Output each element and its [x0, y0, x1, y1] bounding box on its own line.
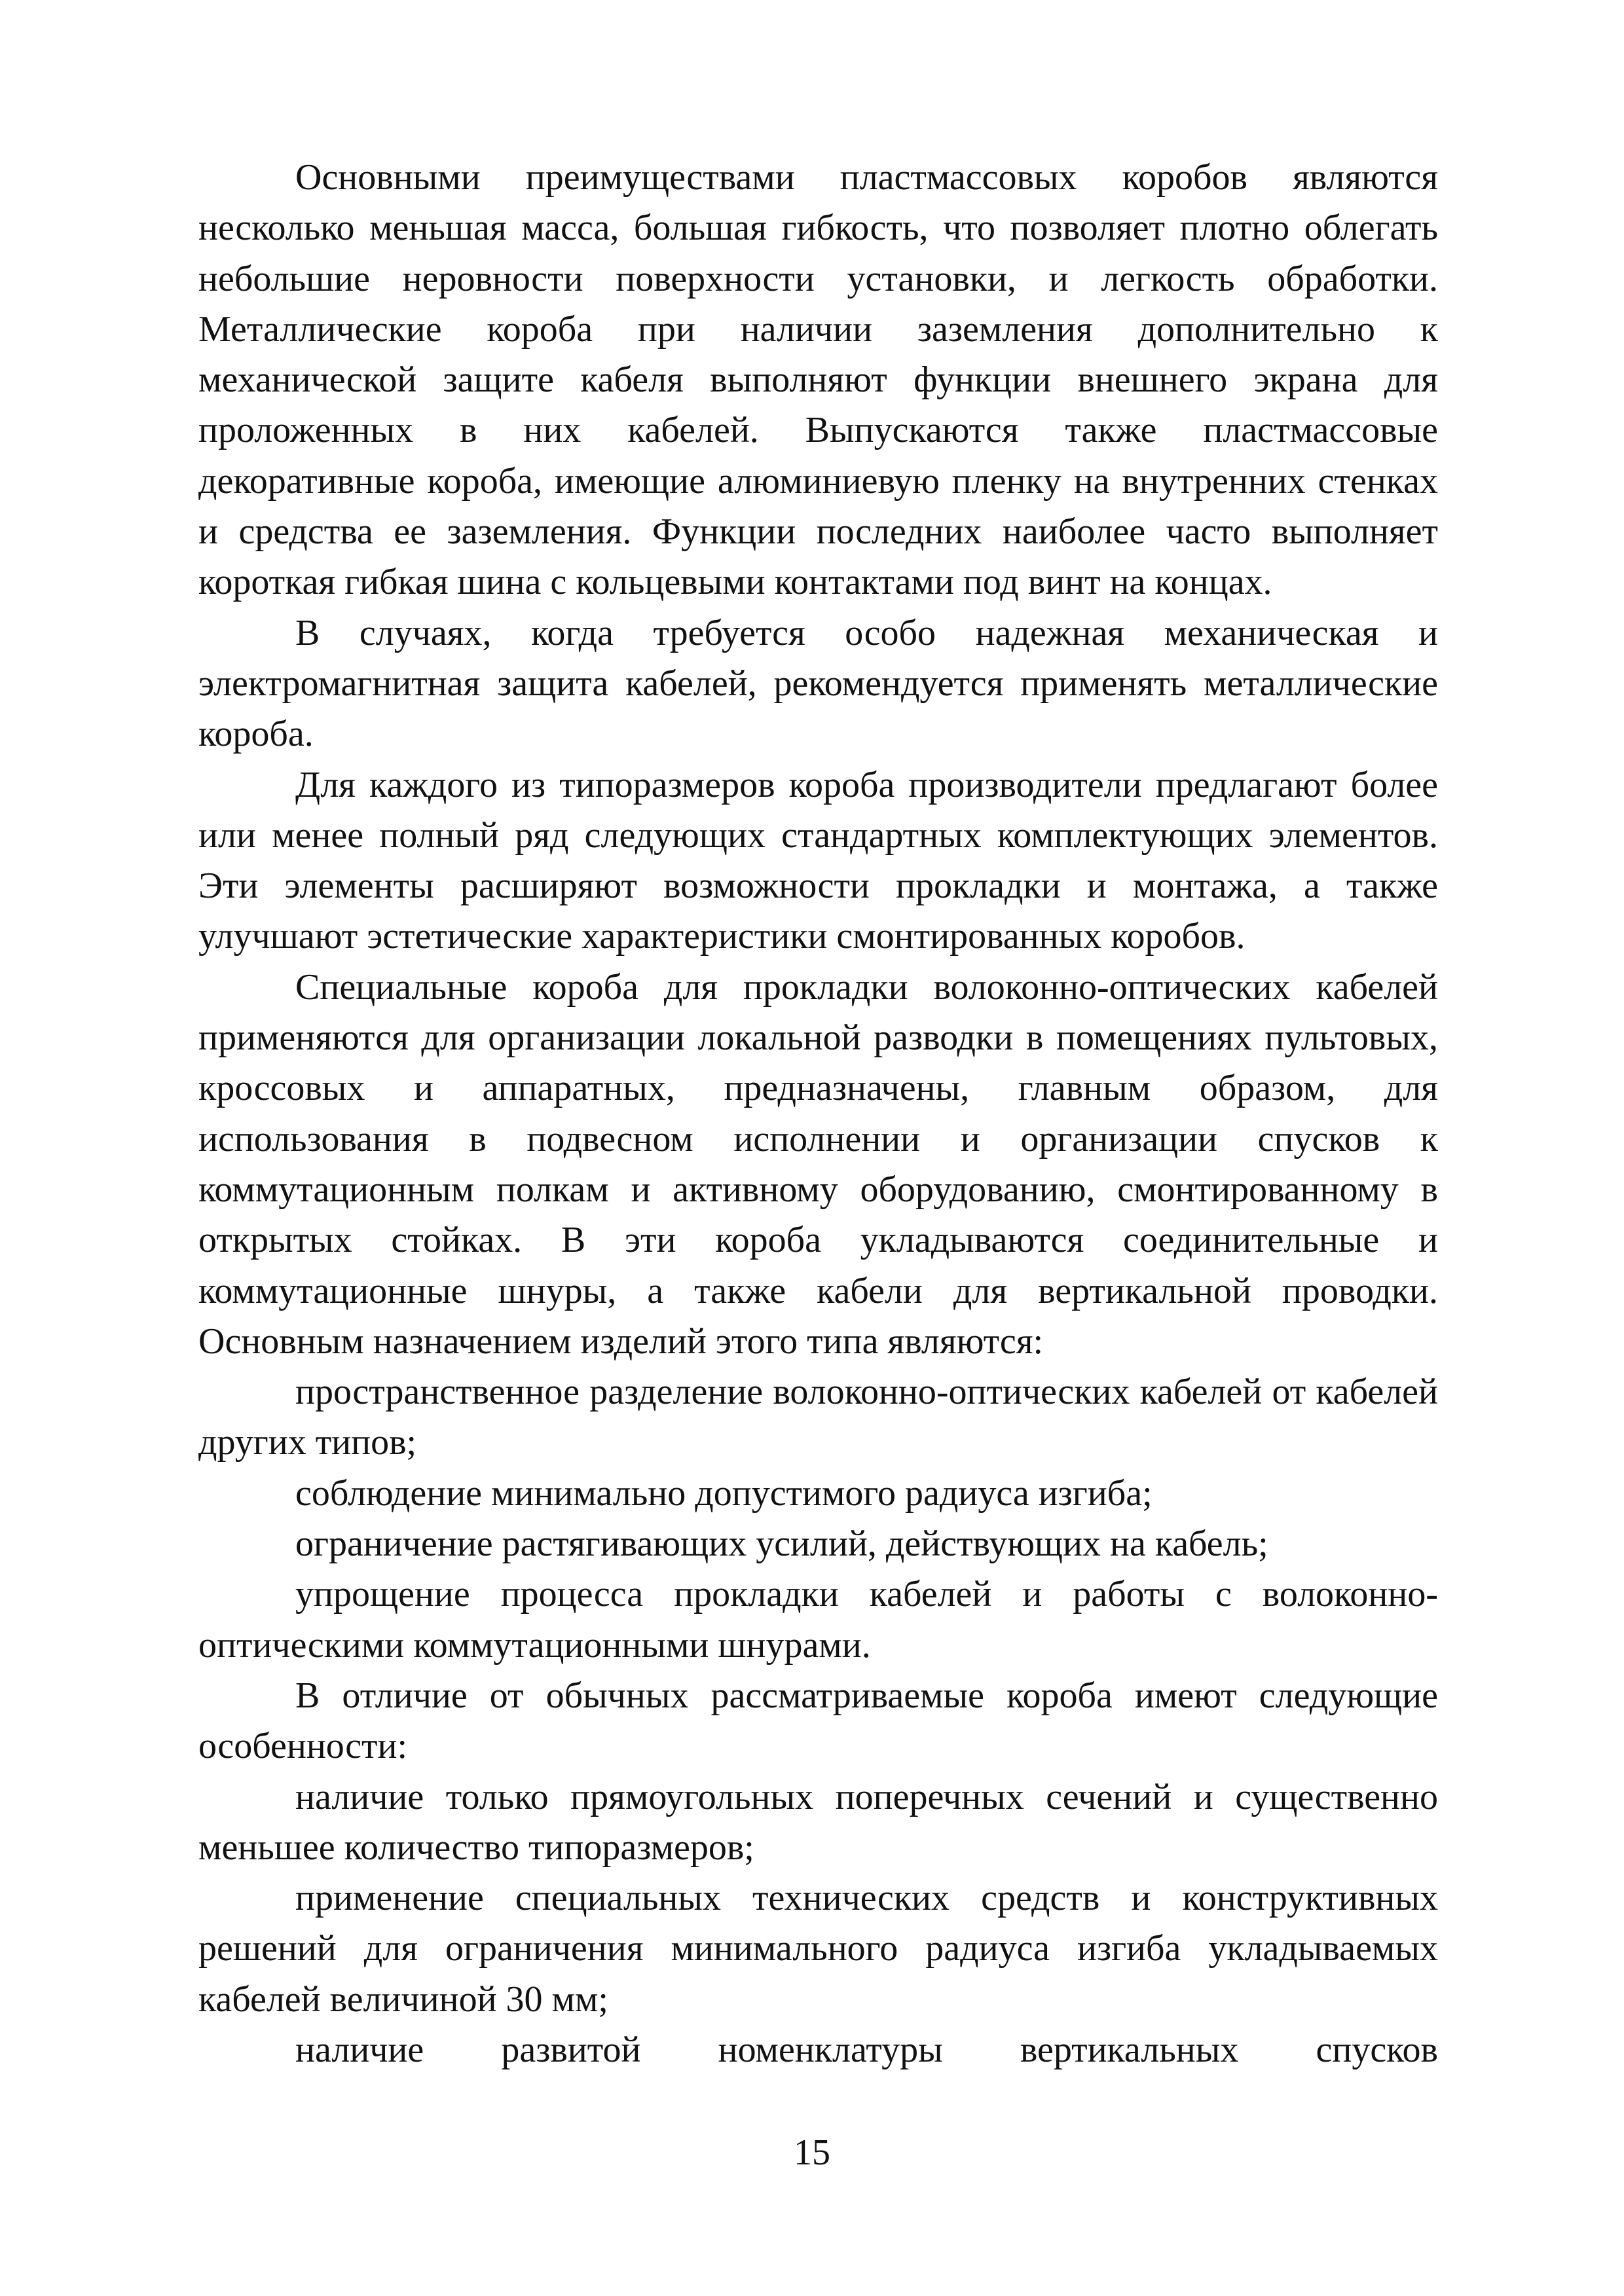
page-number: 15 — [794, 2132, 830, 2173]
list-item: применение специальных технических средств и конструктивных решений для ограничения минимального радиуса изгиба укладываемых кабелей величиной 30 мм; — [198, 1878, 1438, 2020]
list-item: наличие только прямоугольных поперечных сечений и существенно меньшее количество типоразмеров; — [198, 1776, 1438, 1868]
list-item: ограничение растягивающих усилий, действующих на кабель; — [295, 1523, 1268, 1565]
body-text — [198, 153, 1438, 2075]
list-item: упрощение процесса прокладки кабелей и работы с волоконно-оптическими коммутационными шнурами. — [198, 1574, 1438, 1666]
list-item: пространственное разделение волоконно-оптических кабелей от кабелей других типов; — [198, 1372, 1438, 1463]
paragraph: В случаях, когда требуется особо надежная механическая и электромагнитная защита кабелей, рекомендуется применять металлические короба. — [198, 612, 1438, 755]
paragraph: В отличие от обычных рассматриваемые короба имеют следующие особенности: — [198, 1675, 1438, 1767]
paragraph: Специальные короба для прокладки волоконно-оптических кабелей применяются для организации локальной разводки в помещениях пультовых, кроссовых и аппаратных, предназначены, главным образом, для использования в подвесном исполнении и организации спусков к коммутационным полкам и активному оборудованию, смонтированному в открытых стойках. В эти короба укладываются соединительные и коммутационные шнуры, а также кабели для вертикальной проводки. Основным назначением изделий этого типа являются: — [198, 966, 1438, 1362]
paragraph: Для каждого из типоразмеров короба производители предлагают более или менее полный ряд следующих стандартных комплектующих элементов. Эти элементы расширяют возможности прокладки и монтажа, а также улучшают эстетические характеристики смонтированных коробов. — [198, 764, 1438, 957]
list-item: соблюдение минимально допустимого радиуса изгиба; — [295, 1472, 1153, 1514]
paragraph: Основными преимуществами пластмассовых коробов являются несколько меньшая масса, большая гибкость, что позволяет плотно облегать небольшие неровности поверхности установки, и легкость обработки. Металлические короба при наличии заземления дополнительно к механической защите кабеля выполняют функции внешнего экрана для проложенных в них кабелей. Выпускаются также пластмассовые декоративные короба, имеющие алюминиевую пленку на внутренних стенках и средства ее заземления. Функции последних наиболее часто выполняет короткая гибкая шина с кольцевыми контактами под винт на концах. — [198, 157, 1438, 603]
list-item: наличие развитой номенклатуры вертикальных спусков — [295, 2029, 1438, 2070]
